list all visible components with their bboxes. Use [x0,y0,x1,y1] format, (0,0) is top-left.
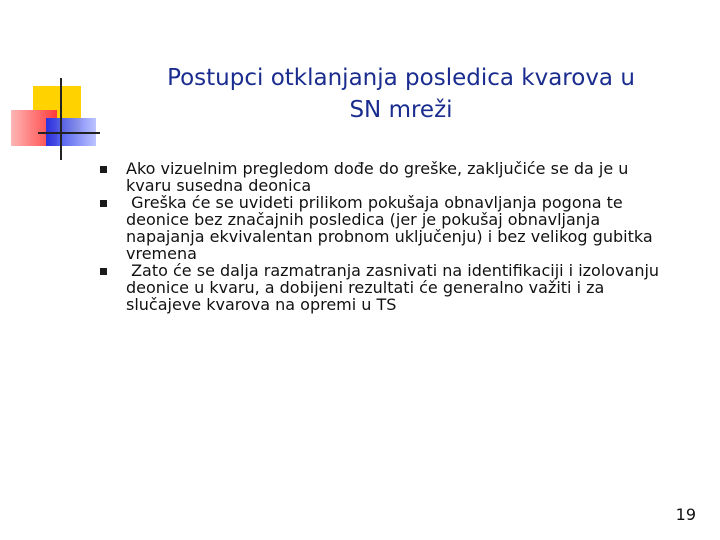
bullet-square-icon [100,268,107,275]
decor-vertical-line [60,78,62,160]
slide-title [104,62,698,126]
bullet-text-3: Zato će se dalja razmatranja zasnivati na identifikaciji i izolovanju deonice u kvaru, a dobijeni rezultati će generalno važiti i za slučajeve kvarova na opremi u TS [126,261,665,314]
bullet-item-1 [0,160,720,194]
bullet-item-2 [0,194,720,262]
bullet-square-icon [100,200,107,207]
slide-title-line-1: Postupci otklanjanja posledica kvarova u [167,65,635,91]
bullet-text-1: Ako vizuelnim pregledom dođe do greške, zaključiće se da je u kvaru susedna deonica [126,159,634,195]
page-number: 19 [675,505,696,524]
bullet-list [0,160,720,313]
decor-horizontal-line [38,132,100,134]
bullet-text-2: Greška će se uvideti prilikom pokušaja obnavljanja pogona te deonice bez značajnih posledica (jer je pokušaj obnavljanja napajanja ekvivalentan probnom uključenju) i bez velikog gubitka vremena [126,193,658,263]
bullet-square-icon [100,166,107,173]
bullet-item-3 [0,262,720,313]
slide-title-line-2: SN mreži [349,97,453,123]
